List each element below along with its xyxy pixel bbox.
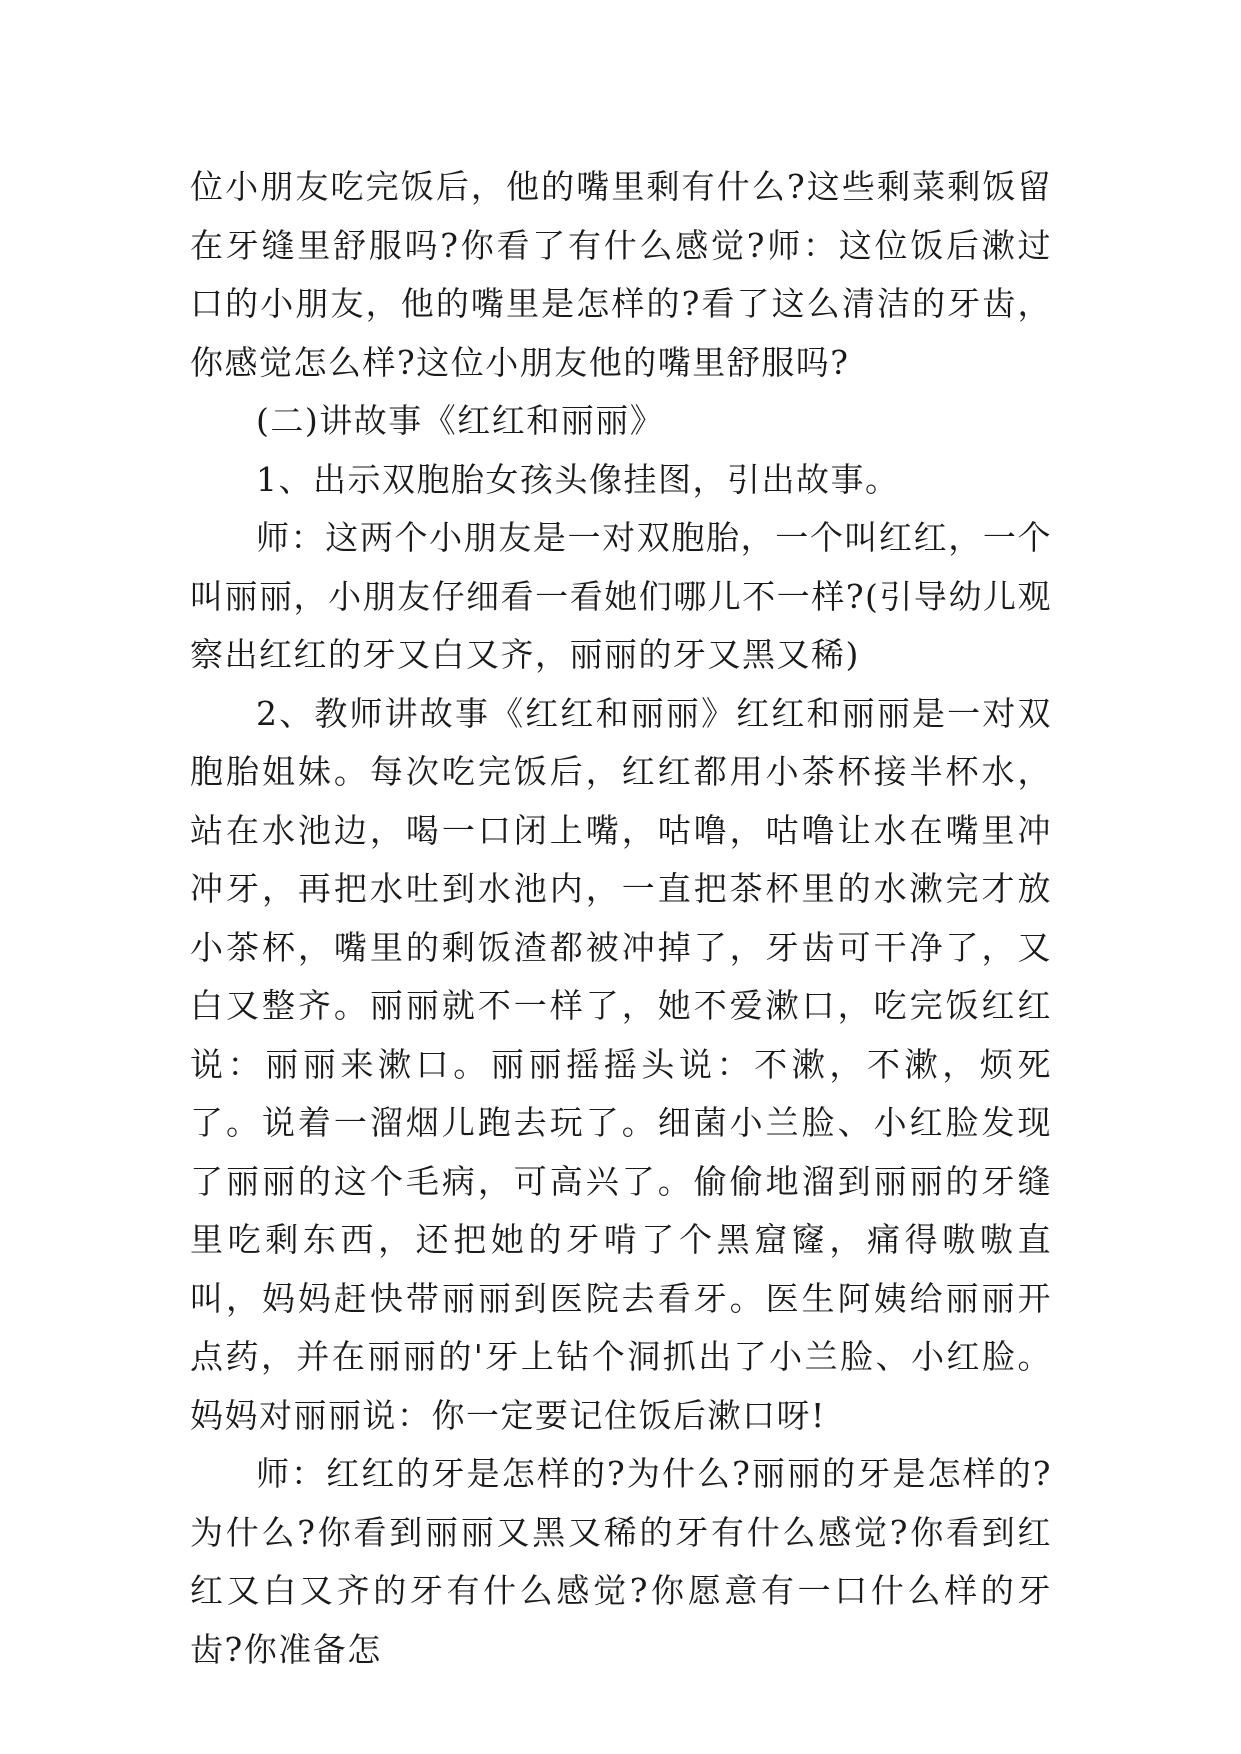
paragraph: 1、出示双胞胎女孩头像挂图，引出故事。: [256, 459, 900, 499]
section-heading: (二)讲故事《红红和丽丽》: [256, 401, 665, 440]
paragraph: 师：这两个小朋友是一对双胞胎，一个叫红红，一个叫丽丽，小朋友仔细看一看她们哪儿不一样?(引导幼儿观察出红红的牙又白又齐，丽丽的牙又黑又稀): [190, 518, 1052, 674]
paragraph: 师：红红的牙是怎样的?为什么?丽丽的牙是怎样的?为什么?你看到丽丽又黑又稀的牙有什么感觉?你看到红红又白又齐的牙有什么感觉?你愿意有一口什么样的牙齿?你准备怎: [190, 1454, 1052, 1669]
paragraph: 2、教师讲故事《红红和丽丽》红红和丽丽是一对双胞胎姐妹。每次吃完饭后，红红都用小茶杯接半杯水，站在水池边，喝一口闭上嘴，咕噜，咕噜让水在嘴里冲冲牙，再把水吐到水池内，一直把茶杯里的水漱完才放小茶杯，嘴里的剩饭渣都被冲掉了，牙齿可干净了，又白又整齐。丽丽就不一样了，她不爱漱口，吃完饭红红说：丽丽来漱口。丽丽摇摇头说：不漱，不漱，烦死了。说着一溜烟儿跑去玩了。细菌小兰脸、小红脸发现了丽丽的这个毛病，可高兴了。偷偷地溜到丽丽的牙缝里吃剩东西，还把她的牙啃了个黑窟窿，痛得嗷嗷直叫，妈妈赶快带丽丽到医院去看牙。医生阿姨给丽丽开点药，并在丽丽的'牙上钻个洞抓出了小兰脸、小红脸。妈妈对丽丽说：你一定要记住饭后漱口呀!: [190, 693, 1052, 1435]
paragraph: 位小朋友吃完饭后，他的嘴里剩有什么?这些剩菜剩饭留在牙缝里舒服吗?你看了有什么感觉?师：这位饭后漱过口的小朋友，他的嘴里是怎样的?看了这么清洁的牙齿，你感觉怎么样?这位小朋友他的嘴里舒服吗?: [190, 167, 1052, 382]
document-body: [190, 158, 1052, 1679]
